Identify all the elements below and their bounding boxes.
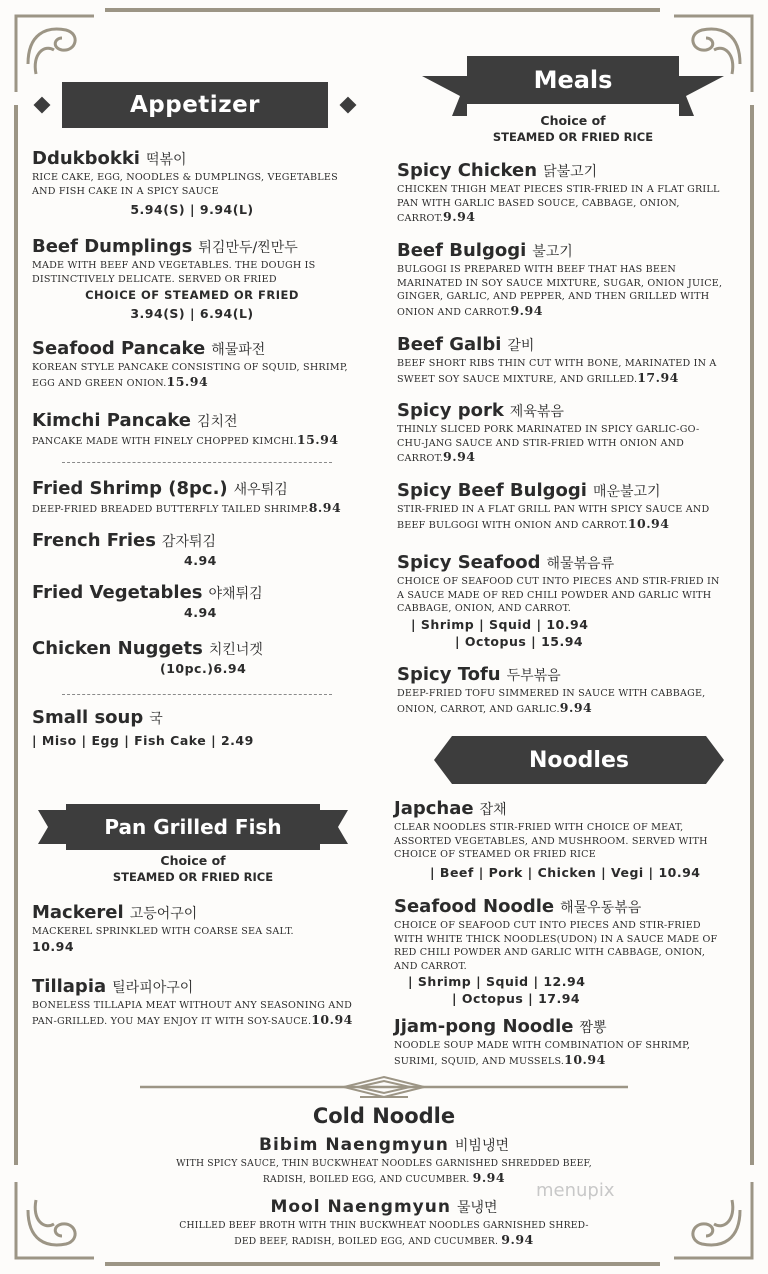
frame-left-border [14, 105, 18, 1165]
item-description: STIR-FRIED IN A FLAT GRILL PAN WITH SPICY SAUCE AND BEEF BULGOGI WITH ONION AND CARROT. [397, 504, 710, 531]
item-description: CHOICE OF SEAFOOD CUT INTO PIECES AND STIR-FRIED WITH WHITE THICK NOODLES(UDON) IN A SAUCE MADE OF RED CHILI POWDER AND GARLIC WITH CABBAGE, ONION, AND CARROT. [394, 920, 718, 972]
item-price: 9.94 [559, 699, 593, 715]
item-name: Chicken Nuggets [32, 638, 203, 659]
banner-diamond-left [33, 97, 50, 114]
item-description: CHICKEN THIGH MEAT PIECES STIR-FRIED IN A FLAT GRILL PAN WITH GARLIC BASED SOUCE, CABBAGE, ONION, CARROT. [397, 184, 720, 224]
item-name: Seafood Pancake [32, 338, 206, 359]
item-price: 3.94(S) | 6.94(L) [130, 306, 254, 321]
fish-subtitle-line1: Choice of [160, 853, 226, 868]
item-name: Fried Shrimp (8pc.) [32, 478, 228, 499]
appetizer-title: Appetizer [62, 82, 328, 128]
item-description: DEEP-FRIED TOFU SIMMERED IN SAUCE WITH CABBAGE, ONION, CARROT, AND GARLIC. [397, 688, 706, 715]
item-korean-name: 치킨너겟 [208, 642, 263, 658]
fish-title: Pan Grilled Fish [104, 815, 282, 839]
item-name: Mackerel [32, 902, 124, 923]
item-name: Beef Dumplings [32, 236, 193, 257]
meals-item-spicy-pork [397, 400, 725, 466]
item-description: NOODLE SOUP MADE WITH COMBINATION OF SHRIMP, SURIMI, SQUID, AND MUSSELS. [394, 1040, 691, 1067]
item-description: CHOICE OF SEAFOOD CUT INTO PIECES AND STIR-FRIED IN A SAUCE MADE OF RED CHILI POWDER AND GARLIC WITH CABBAGE, ONION, AND CARROT. [397, 576, 720, 614]
item-name: Beef Bulgogi [397, 240, 527, 261]
item-price: 8.94 [308, 500, 342, 515]
item-korean-name: 떡볶이 [145, 152, 187, 168]
item-option-2: | Octopus | 15.94 [455, 633, 584, 649]
item-korean-name: 튀김만두/찐만두 [198, 240, 298, 256]
cold-item-mool-naengmyun [150, 1196, 618, 1248]
corner-ornament-bottom-right [670, 1178, 762, 1270]
item-description-line2: RADISH, BOILED EGG, AND CUCUMBER. [262, 1173, 470, 1185]
meals-item-spicy-seafood [397, 552, 725, 650]
item-korean-name: 잡채 [479, 802, 507, 818]
item-name: Seafood Noodle [394, 896, 555, 917]
item-price: 9.94 [501, 1231, 534, 1247]
item-korean-name: 갈비 [507, 338, 535, 354]
watermark: menupix [536, 1180, 615, 1201]
frame-right-border [750, 105, 754, 1165]
fish-subtitle [80, 852, 306, 886]
item-price: 9.94 [443, 209, 476, 224]
frame-top-border [105, 8, 660, 12]
frame-bottom-border [105, 1262, 660, 1266]
item-price: 4.94 [184, 553, 217, 568]
item-name: Kimchi Pancake [32, 410, 191, 431]
meals-title: Meals [533, 66, 613, 94]
item-name: Bibim Naengmyun [258, 1135, 449, 1155]
appetizer-item-small-soup [32, 707, 352, 749]
item-description: BONELESS TILLAPIA MEAT WITHOUT ANY SEASONING AND PAN-GRILLED. YOU MAY ENJOY IT WITH SOY-SAUCE. [32, 1000, 353, 1027]
item-price: 9.94 [472, 1169, 506, 1185]
item-price: 15.94 [296, 432, 339, 447]
item-korean-name: 야채튀김 [208, 586, 263, 602]
item-korean-name: 물냉면 [456, 1200, 498, 1216]
item-price: 10.94 [564, 1051, 606, 1067]
fish-item-tillapia [32, 976, 362, 1028]
item-price: 10.94 [32, 938, 75, 954]
meals-item-spicy-chicken [397, 160, 725, 226]
item-name: Small soup [32, 707, 144, 728]
item-description: BEEF SHORT RIBS THIN CUT WITH BONE, MARINATED IN A SWEET SOY SAUCE MIXTURE, AND GRILLED. [397, 358, 717, 385]
item-price: 10.94 [311, 1011, 353, 1027]
meals-item-beef-bulgogi [397, 240, 725, 319]
item-price: 15.94 [166, 373, 209, 389]
item-option-1: | Shrimp | Squid | 12.94 [408, 974, 586, 989]
item-korean-name: 매운불고기 [592, 484, 661, 500]
item-description: THINLY SLICED PORK MARINATED IN SPICY GARLIC-GO-CHU-JANG SAUCE AND STIR-FRIED WITH ONION AND CARROT. [397, 424, 700, 464]
item-name: Japchae [394, 798, 474, 819]
item-price: 17.94 [637, 369, 679, 385]
item-korean-name: 새우튀김 [233, 482, 288, 498]
item-description: RICE CAKE, EGG, NOODLES & DUMPLINGS, VEGETABLES AND FISH CAKE IN A SPICY SAUCE [32, 172, 338, 197]
fish-subtitle-line2: STEAMED OR FRIED RICE [112, 870, 274, 884]
item-korean-name: 국 [149, 711, 163, 727]
item-option-2: | Octopus | 17.94 [452, 991, 581, 1006]
item-korean-name: 고등어구이 [129, 906, 198, 922]
appetizer-item-fried-shrimp [32, 478, 352, 517]
corner-ornament-bottom-left [6, 1178, 98, 1270]
item-korean-name: 해물볶음류 [546, 556, 615, 572]
item-korean-name: 제육볶음 [509, 404, 564, 420]
item-korean-name: 감자튀김 [161, 534, 217, 550]
item-name: Spicy pork [397, 400, 504, 421]
item-korean-name: 해물파전 [211, 342, 266, 358]
fish-item-mackerel [32, 902, 362, 954]
item-korean-name: 두부볶음 [506, 668, 561, 684]
item-price: (10pc.)6.94 [160, 661, 247, 676]
item-name: Spicy Seafood [397, 552, 541, 573]
noodles-title: Noodles [529, 747, 629, 773]
item-description: CLEAR NOODLES STIR-FRIED WITH CHOICE OF MEAT, ASSORTED VEGETABLES, AND MUSHROOM. SERVED WITH CHOICE OF STEAMED OR FRIED RICE [394, 822, 708, 860]
appetizer-divider-2 [62, 694, 332, 695]
meals-item-spicy-tofu [397, 664, 725, 716]
item-name: Mool Naengmyun [270, 1197, 451, 1217]
cold-noodle-title: Cold Noodle [312, 1104, 456, 1128]
meals-subtitle [460, 112, 686, 146]
item-korean-name: 닭불고기 [543, 164, 598, 180]
cold-noodle-separator [140, 1076, 628, 1102]
item-price: 9.94 [510, 302, 543, 318]
item-price: 5.94(S) | 9.94(L) [130, 202, 254, 217]
item-korean-name: 해물우동볶음 [560, 900, 642, 916]
item-name: Jjam-pong Noodle [394, 1016, 574, 1037]
item-description: PANCAKE MADE WITH FINELY CHOPPED KIMCHI. [32, 436, 297, 447]
item-name: Spicy Beef Bulgogi [397, 480, 587, 501]
item-description-line1: WITH SPICY SAUCE, THIN BUCKWHEAT NOODLES GARNISHED SHREDDED BEEF, [176, 1158, 592, 1169]
appetizer-divider-1 [62, 462, 332, 463]
appetizer-item-seafood-pancake [32, 338, 352, 390]
item-choice: CHOICE OF STEAMED OR FRIED [85, 288, 299, 302]
appetizer-item-beef-dumplings [32, 236, 352, 321]
item-name: Beef Galbi [397, 334, 502, 355]
item-korean-name: 불고기 [532, 244, 573, 260]
noodles-item-jjam-pong [394, 1016, 728, 1068]
item-korean-name: 짬뽕 [579, 1020, 607, 1036]
meals-item-beef-galbi [397, 334, 725, 386]
banner-diamond-right [340, 97, 357, 114]
meals-item-spicy-beef-bulgogi [397, 480, 725, 532]
item-description: MADE WITH BEEF AND VEGETABLES. THE DOUGH IS DISTINCTIVELY DELICATE. SERVED OR FRIED [32, 260, 316, 285]
item-korean-name: 비빔냉면 [454, 1138, 510, 1154]
item-description: KOREAN STYLE PANCAKE CONSISTING OF SQUID, SHRIMP, EGG AND GREEN ONION. [32, 362, 348, 389]
meals-subtitle-line1: Choice of [540, 113, 606, 128]
item-options: | Beef | Pork | Chicken | Vegi | 10.94 [430, 864, 701, 880]
item-description-line2: DED BEEF, RADISH, BOILED EGG, AND CUCUMBER. [234, 1235, 499, 1247]
appetizer-item-chicken-nuggets [32, 638, 352, 676]
appetizer-item-french-fries [32, 530, 352, 568]
item-price: 4.94 [184, 605, 217, 620]
item-options: | Miso | Egg | Fish Cake | 2.49 [32, 733, 254, 748]
item-korean-name: 틸라피아구이 [112, 980, 194, 996]
item-description: DEEP-FRIED BREADED BUTTERFLY TAILED SHRIMP. [32, 504, 309, 515]
cold-item-bibim-naengmyun [150, 1134, 618, 1186]
appetizer-item-fried-vegetables [32, 582, 352, 620]
item-name: Tillapia [32, 976, 107, 997]
appetizer-item-ddukbokki [32, 148, 352, 217]
appetizer-item-kimchi-pancake [32, 410, 352, 449]
item-name: Ddukbokki [32, 148, 140, 169]
item-name: French Fries [32, 530, 156, 551]
item-name: Spicy Tofu [397, 664, 501, 685]
item-description-line1: CHILLED BEEF BROTH WITH THIN BUCKWHEAT NOODLES GARNISHED SHRED- [179, 1220, 589, 1231]
item-name: Spicy Chicken [397, 160, 538, 181]
item-korean-name: 김치전 [196, 414, 238, 430]
item-description: MACKEREL SPRINKLED WITH COARSE SEA SALT. [32, 926, 294, 937]
item-option-1: | Shrimp | Squid | 10.94 [411, 616, 589, 632]
noodles-item-seafood-noodle [394, 896, 728, 1007]
appetizer-banner [36, 82, 354, 128]
noodles-item-japchae [394, 798, 728, 881]
meals-subtitle-line2: STEAMED OR FRIED RICE [492, 130, 654, 144]
item-price: 9.94 [443, 449, 476, 464]
item-description: BULGOGI IS PREPARED WITH BEEF THAT HAS BEEN MARINATED IN SOY SAUCE MIXTURE, SUGAR, ONION JUICE, GINGER, GARLIC, AND PEPPER, AND THEN GRILLED WITH ONION AND CARROT. [397, 264, 723, 318]
item-name: Fried Vegetables [32, 582, 203, 603]
item-price: 10.94 [627, 515, 670, 531]
